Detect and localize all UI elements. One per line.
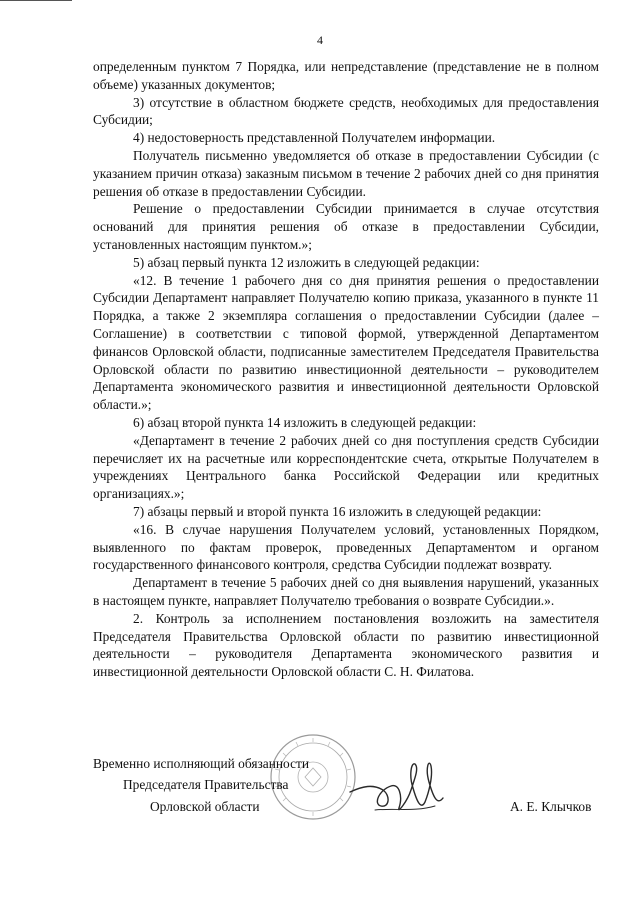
- document-paragraph: 4) недостоверность представленной Получателем информации.: [133, 130, 496, 146]
- document-paragraph: Получатель письменно уведомляется об отказе в предоставлении Субсидии (с указанием причин отказа) заказным письмом в течение 2 рабочих дней со дня принятия решения об отказе в предоставлении Субсидии.: [93, 147, 599, 199]
- document-paragraph: Департамент в течение 5 рабочих дней со дня выявления нарушений, указанных в настоящем пункте, направляет Получателю требования о возврате Субсидии.».: [93, 575, 599, 608]
- signatory-position-line-1: Временно исполняющий обязанности: [93, 756, 310, 771]
- page-number: 4: [317, 33, 323, 47]
- signature-block: [0, 756, 640, 846]
- document-body: [93, 58, 599, 681]
- document-paragraph: 7) абзацы первый и второй пункта 16 изложить в следующей редакции:: [133, 503, 542, 519]
- signatory-position-line-3: Орловской области: [150, 799, 260, 814]
- document-paragraph: 6) абзац второй пункта 14 изложить в следующей редакции:: [133, 414, 477, 430]
- document-paragraph: определенным пунктом 7 Порядка, или непредставление (представление не в полном объеме) указанных документов;: [93, 59, 599, 92]
- scan-edge-line: [0, 0, 72, 1]
- handwritten-signature: [345, 746, 455, 826]
- document-paragraph: 5) абзац первый пункта 12 изложить в следующей редакции:: [133, 254, 480, 270]
- document-paragraph: 3) отсутствие в областном бюджете средств, необходимых для предоставления Субсидии;: [93, 94, 599, 128]
- signatory-name: А. Е. Клычков: [510, 799, 592, 814]
- document-paragraph: 2. Контроль за исполнением постановления возложить на заместителя Председателя Правительства Орловской области по развитию инвестиционной деятельности – руководителя Департамента экономического развития и инвестиционной деятельности Орловской области С. Н. Филатова.: [93, 610, 599, 680]
- document-paragraph: «16. В случае нарушения Получателем условий, установленных Порядком, выявленного по фактам проверок, проведенных Департаментом и органом государственного финансового контроля, средства Субсидии подлежат возврату.: [93, 521, 599, 573]
- document-paragraph: «Департамент в течение 2 рабочих дней со дня поступления средств Субсидии перечисляет их на расчетные или корреспондентские счета, открытые Получателем в учреждениях Центрального банка Российской Федерации или кредитных организациях.»;: [93, 432, 599, 502]
- document-paragraph: «12. В течение 1 рабочего дня со дня принятия решения о предоставлении Субсидии Департамент направляет Получателю копию приказа, указанного в пункте 11 Порядка, а также 2 экземпляра соглашения о предоставлении Субсидии (далее – Соглашение) в соответствии с типовой формой, утвержденной Департаментом финансов Орловской области, подписанные заместителем Председателя Правительства Орловской области по развитию инвестиционной деятельности – руководителем Департамента экономического развития и инвестиционной деятельности Орловской области.»;: [93, 272, 599, 413]
- signatory-position-line-2: Председателя Правительства: [123, 777, 289, 792]
- document-paragraph: Решение о предоставлении Субсидии принимается в случае отсутствия оснований для принятия решения об отказе в предоставлении Субсидии, установленных настоящим пунктом.»;: [93, 201, 599, 252]
